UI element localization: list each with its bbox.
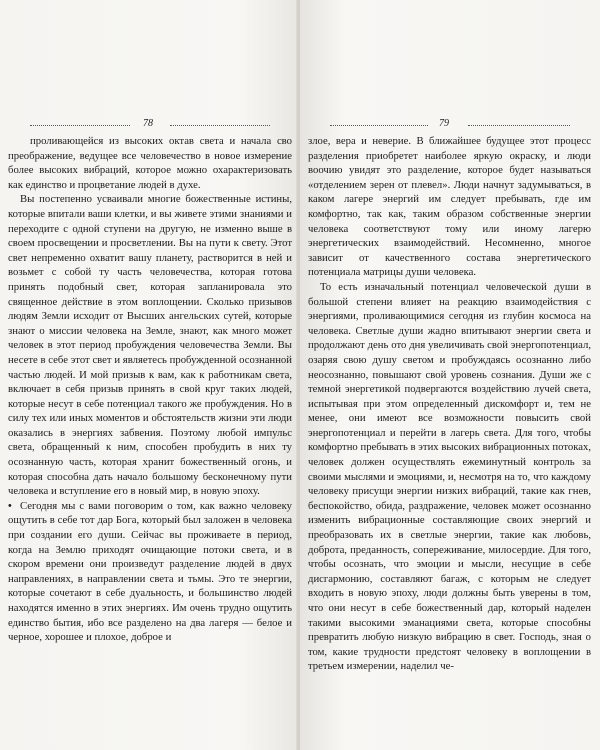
header-rule-right — [468, 125, 570, 126]
paragraph: То есть изначальный потенциал человеческой души в большой степени влияет на реакцию взаимодействия с энергиями, проливающимися сегодня из глубин космоса на человека. Светлые души жадно впитывают энергии света и продолжают день ото дня увеличивать свой энергопотенциал, озаряя свою душу светом и пробуждаясь осознанно либо неосознанно, повышают свой уровень сознания. Души же с темной энергетикой подвергаются воздействию лучей света, испытывая при этом определенный дискомфорт и, тем не менее, они имеют все возможности повысить свой энергопотенциал и перейти в лагерь света. Для того, чтобы комфортно пребывать в этих высоких вибрационных потоках, человек должен осуществлять ежеминутный контроль за своими мыслями и эмоциями, и, несмотря на то, что каждому человеку присущи энергии низких вибраций, такие как гнев, беспокойство, обида, раздражение, человек может осознанно изменить вибрационные составляющие своих энергий и преобразовать их в светлые энергии, такие как любовь, доброта, преданность, сопереживание, милосердие. Для того, чтобы осознать, что эмоции и мысли, несущие в себе дисгармонию, составляют багаж, с которым не следует входить в новую эпоху, люди должны быть уверены в том, что они несут в себе божественный дар, который наделен такими высокими эманациями света, которые способны превратить любую низкую вибрацию в свет. Господь, зная о том, какие трудности предстоят человеку в воплощении в третьем измерении, наделил че- — [308, 280, 591, 673]
left-page-text — [8, 134, 292, 645]
paragraph: злое, вера и неверие. В ближайшее будущее этот процесс разделения приобретет наиболее яркую окраску, и люди воочию увидят это разделение, которое будет называться «отделением зерен от плевел». Люди начнут задумываться, в каком лагере энергий им следует пребывать, где им комфортно, так как, таким образом собственные энергии человека соответствуют тому или иному лагерю энергетических взаимодействий. Несомненно, многое зависит от качественного состава энергетического потенциала матрицы души человека. — [308, 135, 591, 279]
left-page — [0, 0, 298, 750]
header-rule-left — [30, 125, 130, 126]
bullet-marker: • — [8, 499, 12, 512]
paragraph: Вы постепенно усваивали многие божественные истины, которые впитали ваши клетки, и вы живете этими знаниями и переходите с одной ступени на другую, не изменно выше в своем просвещении и просветлении. Вы на пути к свету. Этот свет непременно охватит вашу планету, растворится в ней и возьмет с собой ту часть человечества, которая готова принять подобный свет, которая запланировала это священное действие в этом воплощении. Сколько призывов людям Земли исходит от Высших ангельских сутей, которые знают о миссии человека на Земле, знают, как много может человек в этот период пробуждения человечества Земли. Вы несете в себе этот свет и являетесь пробужденной осознанной частью людей. И мой призыв к вам, как к работникам света, включает в себя призыв принять в свой круг таких людей, которые несут в себе потенциал такого же пробуждения. Но в силу тех или иных моментов и обстоятельств жизни эти люди оказались в энергиях забвения. Поэтому любой импульс света, обращенный к ним, способен пробудить в них ту осознанную часть, которая хранит божественный огонь, и которая способна дать начало большому бесконечному пути человека и вступление его в новый мир, в новую эпоху. — [8, 193, 292, 498]
header-rule-right — [170, 125, 270, 126]
page-number: 78 — [143, 118, 153, 129]
paragraph: Сегодня мы с вами поговорим о том, как важно человеку ощутить в себе тот дар Бога, который был заложен в человека при создании его души. Сейчас вы проживаете в период, когда на Землю приходят очищающие потоки света, и в скором времени они произведут разделение людей в двух направлениях, в направлении света и тьмы. Это те энергии, которые сочетают в себе дуальность, и большинство людей находятся именно в этих энергиях. Им очень трудно ощутить единство бытия, ибо все разделено на два лагеря — белое и черное, хорошее и плохое, доброе и — [8, 499, 292, 644]
left-page-header — [30, 118, 270, 132]
header-rule-left — [330, 125, 428, 126]
bullet-paragraph — [8, 499, 292, 645]
right-page — [300, 0, 600, 750]
right-page-text — [308, 134, 591, 674]
right-page-header — [330, 118, 570, 132]
page-number: 79 — [439, 118, 449, 129]
paragraph: проливающейся из высоких октав света и начала сво преображение, ведущее все человечество в новое измерение более высоких вибраций, которое можно охарактеризовать как единство и процветание людей в духе. — [8, 135, 292, 191]
